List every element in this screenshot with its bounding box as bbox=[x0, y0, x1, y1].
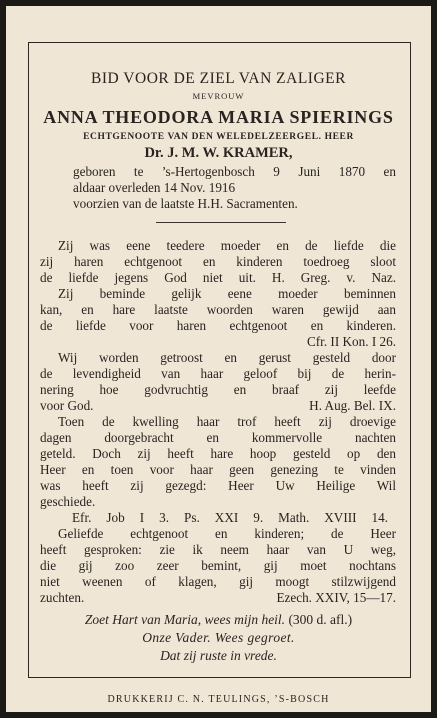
text-line: niet weenen of klagen, gij moogt stilzwijgend bbox=[40, 574, 396, 589]
honorific: MEVROUW bbox=[192, 91, 245, 101]
text-line: zuchten. bbox=[40, 590, 85, 605]
bio-line: aldaar overleden 14 Nov. 1916 bbox=[73, 180, 236, 195]
text-line: Geliefde echtgenoot en kinderen; de Heer bbox=[58, 526, 396, 541]
text-line: heeft gesproken: zie ik neem haar van U weg, bbox=[40, 542, 396, 557]
prayer-line bbox=[6, 612, 431, 628]
indulgence-note: (300 d. afl.) bbox=[288, 612, 353, 627]
spouse-name: Dr. J. M. W. KRAMER, bbox=[144, 145, 293, 161]
citation: Ezech. XXIV, 15—17. bbox=[276, 590, 396, 605]
prayer-line: Dat zij ruste in vrede. bbox=[160, 648, 277, 663]
deceased-name: ANNA THEODORA MARIA SPIERINGS bbox=[43, 107, 394, 127]
text-line: Heer en toen voor haar geen genezing te vinden bbox=[40, 462, 396, 477]
text-line: geteld. Doch zij heeft hare hoop gesteld op den bbox=[40, 446, 396, 461]
text-line: kan, en hare laatste woorden waren gewijd aan bbox=[40, 302, 396, 317]
divider-rule bbox=[156, 222, 286, 223]
text-line: Wij worden getroost en gerust gesteld door bbox=[58, 350, 396, 365]
text-line: was heeft zij gezegd: Heer Uw Heilige Wil bbox=[40, 478, 396, 493]
spouse-intro: ECHTGENOOTE VAN DEN WELEDELZEERGEL. HEER bbox=[83, 132, 354, 142]
card-title: BID VOOR DE ZIEL VAN ZALIGER bbox=[91, 70, 346, 87]
text-line: nering hoe godvruchtig en braaf zij leefde bbox=[40, 382, 396, 397]
text-line: die gij zoo zeer bemint, gij moet nochtans bbox=[40, 558, 396, 573]
citation: Cfr. II Kon. I 26. bbox=[306, 334, 396, 349]
text-line: Zij was eene teedere moeder en de liefde die bbox=[58, 238, 396, 253]
printer-credit: DRUKKERIJ C. N. TEULINGS, ’S-BOSCH bbox=[107, 694, 330, 705]
text-line: Toen de kwelling haar trof heeft zij droevige bbox=[58, 414, 396, 429]
text-line: de liefde voor haren echtgenoot en kinderen. bbox=[40, 318, 396, 333]
text-line: de liefde jegens God niet uit. H. Greg. v. Naz. bbox=[40, 270, 396, 285]
text-line: Zij beminde gelijk eene moeder beminnen bbox=[58, 286, 396, 301]
bio-line: geboren te ’s-Hertogenbosch 9 Juni 1870 en bbox=[73, 164, 396, 179]
text-line: geschiede. bbox=[40, 494, 96, 509]
citation: H. Aug. Bel. IX. bbox=[309, 398, 396, 413]
text-line: de levendigheid van haar geloof bij de herin- bbox=[40, 366, 396, 381]
prayer-text: Zoet Hart van Maria, wees mijn heil. bbox=[84, 612, 286, 627]
text-line: dagen doorgebracht en kommervolle nachten bbox=[40, 430, 396, 445]
prayer-line: Onze Vader. Wees gegroet. bbox=[142, 630, 295, 645]
text-line: voor God. bbox=[40, 398, 94, 413]
memorial-card bbox=[6, 6, 431, 712]
text-line: zij haren echtgenoot en kinderen toedroeg sloot bbox=[40, 254, 396, 269]
bio-line: voorzien van de laatste H.H. Sacramenten. bbox=[73, 196, 298, 211]
citation: Efr. Job I 3. Ps. XXI 9. Math. XVIII 14. bbox=[72, 510, 388, 525]
